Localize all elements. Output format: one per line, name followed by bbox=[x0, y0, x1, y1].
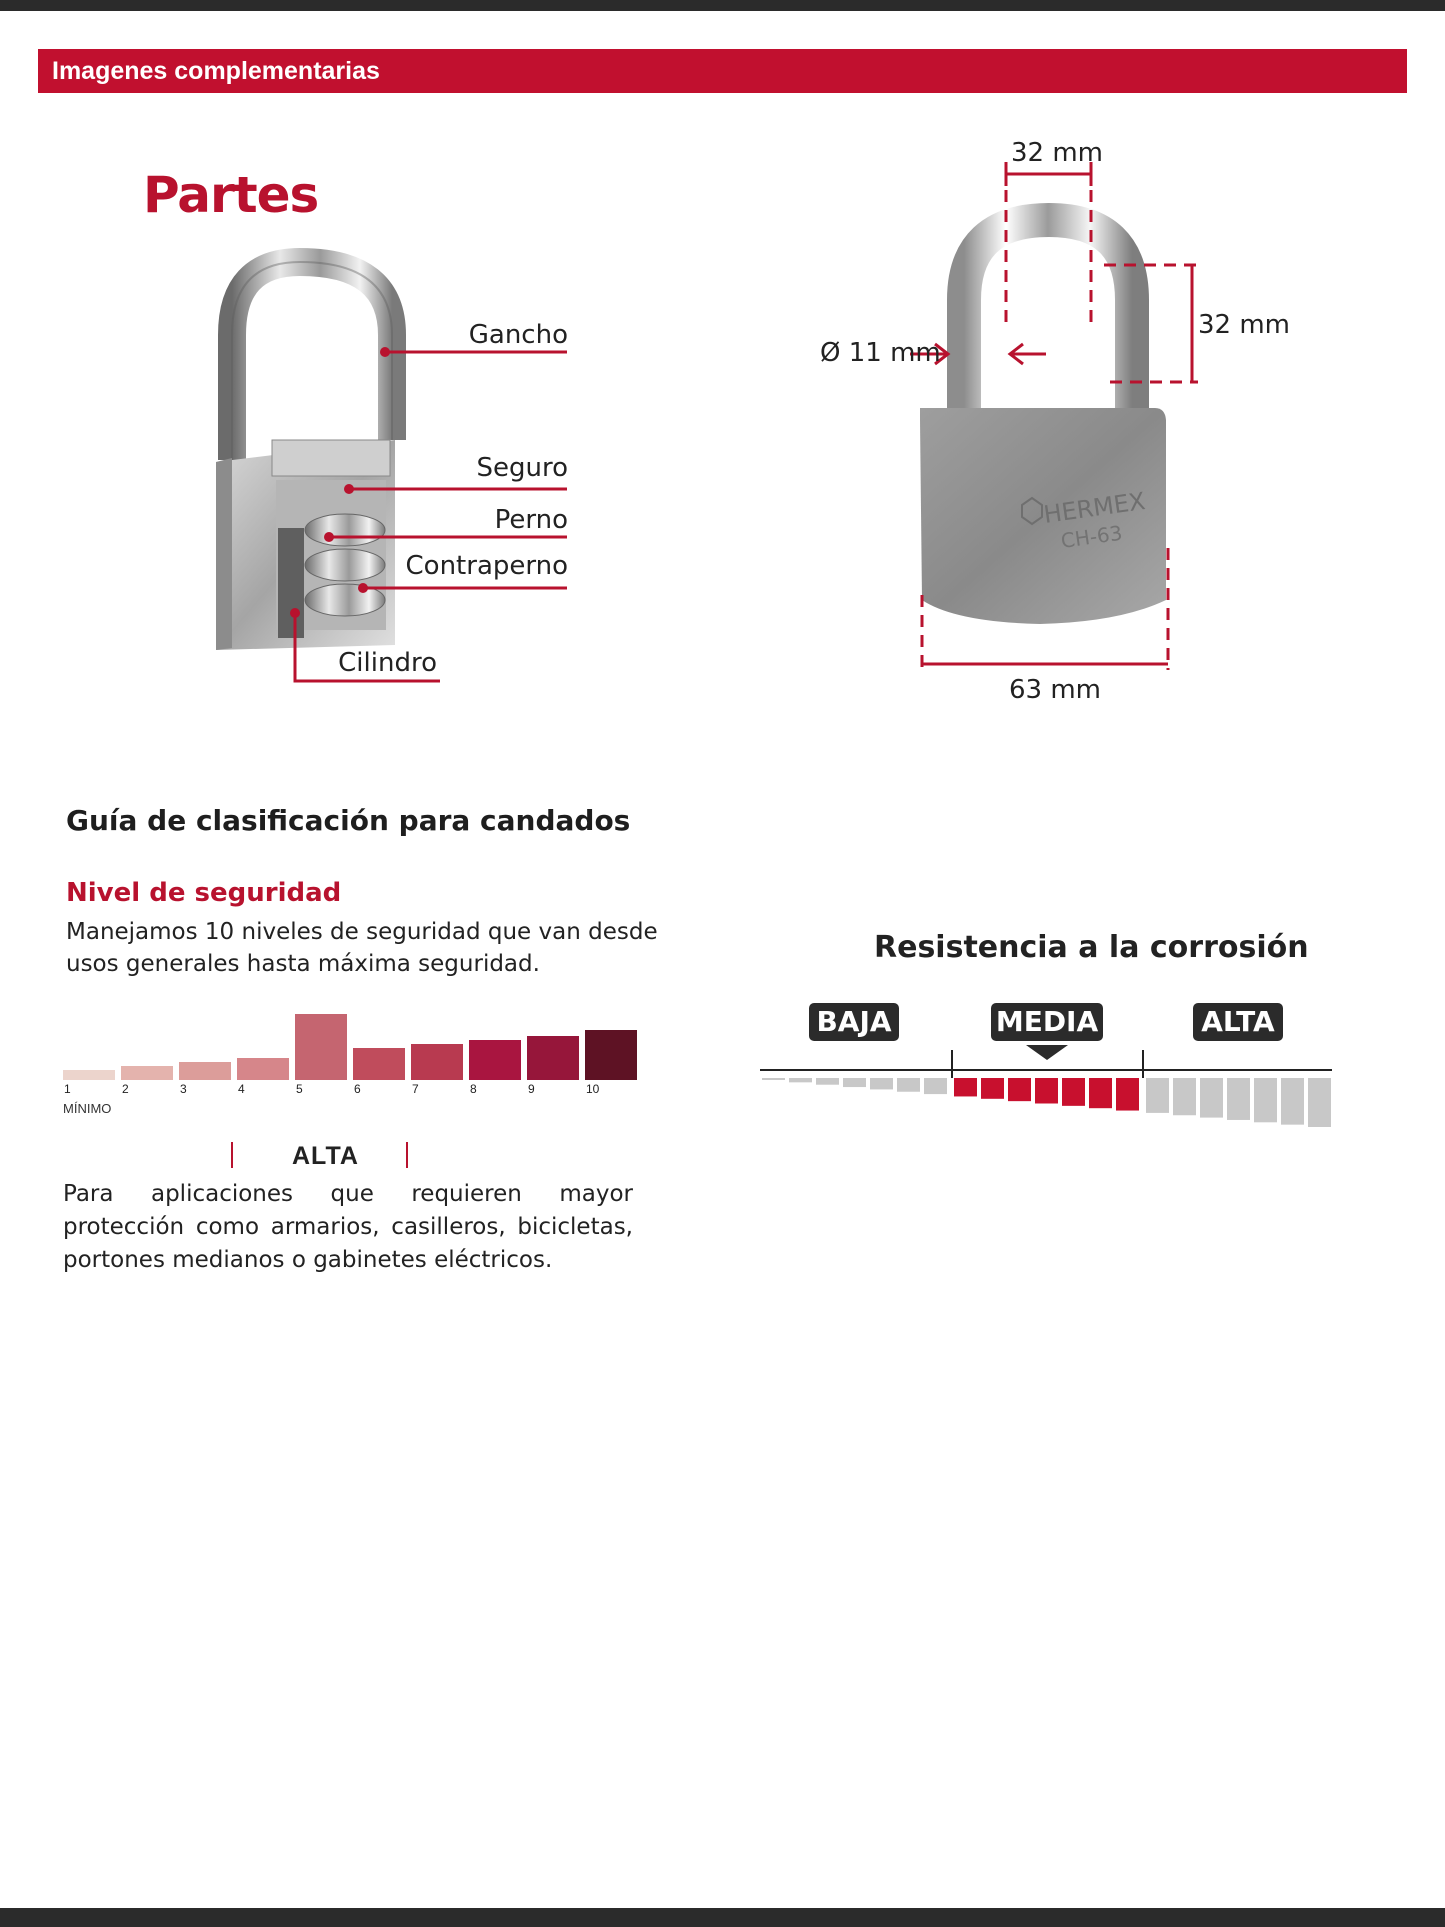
security-level-number-2: 2 bbox=[122, 1082, 129, 1096]
corrosion-block-baja-2 bbox=[789, 1078, 812, 1082]
security-rating-description: Para aplicaciones que requieren mayor protección como armarios, casilleros, bicicletas, portones medianos o gabinetes eléctricos. bbox=[63, 1181, 633, 1273]
corrosion-level-media: MEDIA bbox=[991, 1003, 1103, 1041]
security-level-title: Nivel de seguridad bbox=[66, 878, 342, 908]
corrosion-block-media-7 bbox=[1116, 1078, 1139, 1111]
security-level-bar-5 bbox=[295, 1014, 347, 1080]
corrosion-block-media-3 bbox=[1008, 1078, 1031, 1101]
part-label-seguro: Seguro bbox=[476, 453, 568, 483]
corrosion-block-media-4 bbox=[1035, 1078, 1058, 1104]
corrosion-block-baja-5 bbox=[870, 1078, 893, 1089]
part-label-contraperno: Contraperno bbox=[405, 551, 568, 581]
corrosion-block-baja-1 bbox=[762, 1078, 785, 1080]
dimension-shackle-width: 32 mm bbox=[1011, 138, 1104, 168]
security-level-bar-10 bbox=[585, 1030, 637, 1080]
corrosion-block-media-5 bbox=[1062, 1078, 1085, 1106]
brand-text: HERMEX bbox=[1041, 486, 1148, 529]
part-label-gancho: Gancho bbox=[468, 320, 568, 350]
rating-bar-right bbox=[406, 1142, 408, 1168]
corrosion-block-alta-7 bbox=[1308, 1078, 1331, 1127]
security-level-bar-4 bbox=[237, 1058, 289, 1080]
corrosion-block-alta-2 bbox=[1173, 1078, 1196, 1115]
security-level-bar-6 bbox=[353, 1048, 405, 1080]
bottom-bar bbox=[0, 1908, 1445, 1927]
dimension-body-width: 63 mm bbox=[1009, 675, 1102, 705]
part-label-cilindro: Cilindro bbox=[338, 648, 437, 678]
selected-level-pointer bbox=[1026, 1045, 1068, 1060]
corrosion-block-baja-4 bbox=[843, 1078, 866, 1087]
corrosion-block-media-6 bbox=[1089, 1078, 1112, 1108]
corrosion-title: Resistencia a la corrosión bbox=[874, 930, 1309, 965]
security-level-number-6: 6 bbox=[354, 1082, 361, 1096]
rating-bar-left bbox=[231, 1142, 233, 1168]
security-level-number-3: 3 bbox=[180, 1082, 187, 1096]
dimension-shackle-diameter: Ø 11 mm bbox=[820, 338, 941, 368]
corrosion-block-alta-4 bbox=[1227, 1078, 1250, 1120]
security-level-number-10: 10 bbox=[586, 1082, 600, 1096]
security-level-bar-9 bbox=[527, 1036, 579, 1080]
corrosion-block-media-1 bbox=[954, 1078, 977, 1096]
security-rating-label: ALTA bbox=[292, 1142, 359, 1170]
corrosion-block-baja-7 bbox=[924, 1078, 947, 1094]
corrosion-block-alta-3 bbox=[1200, 1078, 1223, 1118]
corrosion-block-baja-3 bbox=[816, 1078, 839, 1085]
security-level-bar-1 bbox=[63, 1070, 115, 1080]
corrosion-block-baja-6 bbox=[897, 1078, 920, 1092]
security-level-bar-7 bbox=[411, 1044, 463, 1080]
corrosion-level-baja: BAJA bbox=[809, 1003, 899, 1041]
security-level-number-8: 8 bbox=[470, 1082, 477, 1096]
corrosion-block-media-2 bbox=[981, 1078, 1004, 1099]
security-level-number-7: 7 bbox=[412, 1082, 419, 1096]
security-level-number-1: 1 bbox=[64, 1082, 71, 1096]
security-level-number-5: 5 bbox=[296, 1082, 303, 1096]
parts-title: Partes bbox=[143, 166, 319, 224]
corrosion-level-alta: ALTA bbox=[1193, 1003, 1283, 1041]
guide-title: Guía de clasificación para candados bbox=[66, 804, 631, 837]
corrosion-block-alta-5 bbox=[1254, 1078, 1277, 1122]
part-label-perno: Perno bbox=[494, 505, 568, 535]
security-level-bar-8 bbox=[469, 1040, 521, 1080]
section-header: Imagenes complementarias bbox=[38, 49, 1407, 93]
corrosion-block-alta-1 bbox=[1146, 1078, 1169, 1113]
security-level-number-9: 9 bbox=[528, 1082, 535, 1096]
security-level-bar-3 bbox=[179, 1062, 231, 1080]
security-level-description: Manejamos 10 niveles de seguridad que van desde usos generales hasta máxima seguridad. bbox=[66, 919, 658, 977]
corrosion-block-alta-6 bbox=[1281, 1078, 1304, 1125]
dimension-shackle-height: 32 mm bbox=[1198, 310, 1291, 340]
security-level-bar-2 bbox=[121, 1066, 173, 1080]
minimum-label: MÍNIMO bbox=[63, 1101, 112, 1116]
security-level-number-4: 4 bbox=[238, 1082, 245, 1096]
model-text: CH-63 bbox=[1059, 520, 1124, 553]
combination-padlock-image bbox=[0, 0, 1445, 760]
